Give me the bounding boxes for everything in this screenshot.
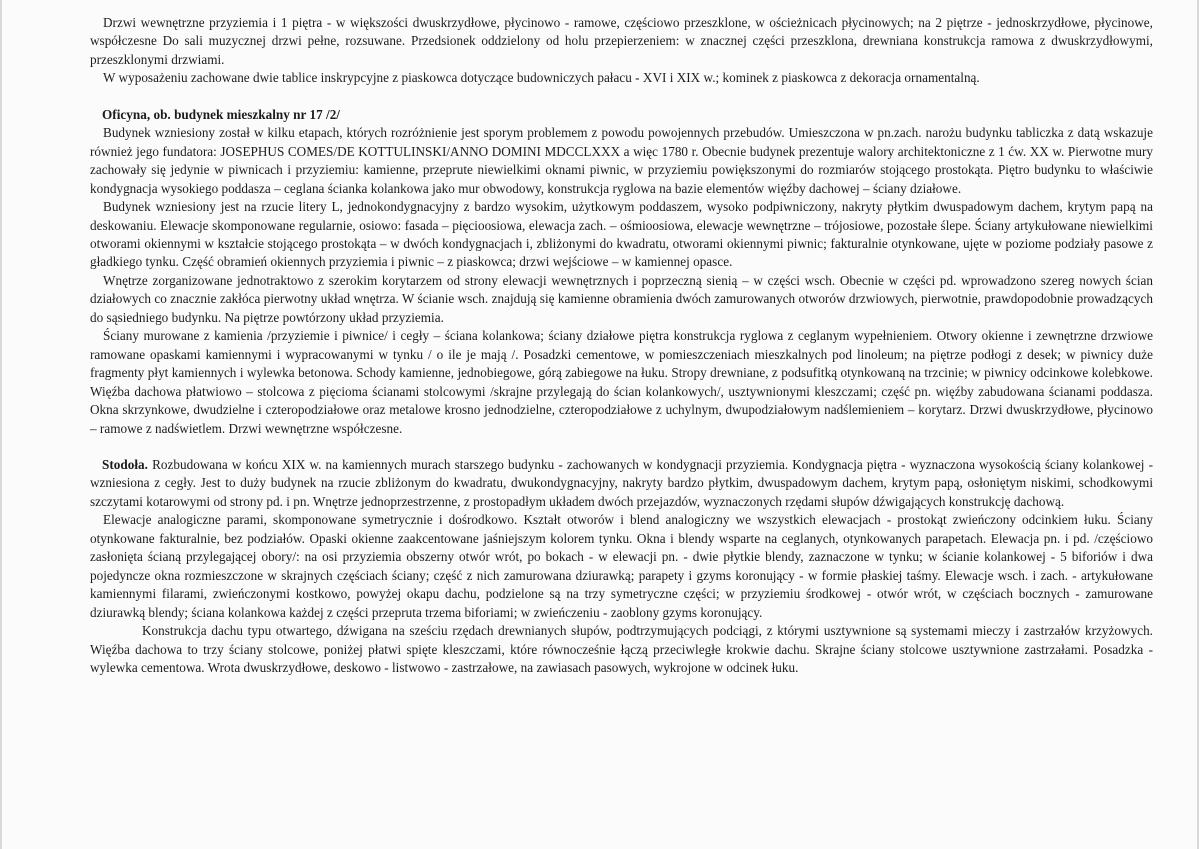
oficyna-paragraph-exterior: Budynek wzniesiony jest na rzucie litery L, jednokondygnacyjny z bardzo wysokim, użytkowym poddaszem, wysoko podpiwniczony, nakryty płytkim dwuspadowym dachem, krytym papą na deskowaniu. Elewacje skomponowane regularnie, osiowo: fasada – pięcioosiowa, elewacja zach. – ośmioosiowa, elewacje wewnętrzne – trójosiowe, pozostałe ślepe. Ściany artykułowane niewielkimi otworami okiennymi w kształcie stojącego prostokąta – w dwóch kondygnacjach i, zbliżonymi do kwadratu, otworami okiennymi piwnic; fakturalnie otynkowane, ujęte w poziome podziały pasowe z gładkiego tynku. Część obramień okiennych przyziemia i piwnic – z piaskowca; drzwi wejściowe – w kamiennej opasce. [90,199,1153,270]
intro-paragraph-equipment: W wyposażeniu zachowane dwie tablice inskrypcyjne z piaskowca dotyczące budowniczych pałacu - XVI i XIX w.; kominek z piaskowca z dekoracja ornamentalną. [103,70,980,86]
scan-edge-left [0,0,2,849]
section-spacer [90,438,1153,456]
section-heading-oficyna: Oficyna, ob. budynek mieszkalny nr 17 /2/ [102,106,340,122]
stodola-paragraph-intro [90,456,1153,511]
oficyna-paragraph-history: Budynek wzniesiony został w kilku etapach, których rozróżnienie jest sporym problemem z powodu powojennych przebudów. Umieszczona w pn.zach. narożu budynku tabliczka z datą wskazuje również jego fundatora: JOSEPHUS COMES/DE KOTTULINSKI/ANNO DOMINI MDCCLXXX a więc 1780 r. Obecnie budynek prezentuje walory architektoniczne z 1 ćw. XX w. Pierwotne mury zachowały się jedynie w piwnicach i przyziemiu: kamienne, przeprute niewielkimi oknami piwnic, w przyziemiu powiększonymi do rozmiarów stojącego prostokąta. Piętro budynku to właściwie kondygnacja wysokiego poddasza – ceglana ścianka kolankowa jako mur obwodowy, konstrukcja ryglowa na bazie elementów więźby dachowej – ściany działowe. [90,125,1153,196]
stodola-paragraph-elevations: Elewacje analogiczne parami, skomponowane symetrycznie i dośrodkowo. Kształt otworów i blend analogiczny we wszystkich elewacjach - prostokąt zwieńczony odcinkiem łuku. Ściany otynkowane fakturalnie, bez podziałów. Opaski okienne zaakcentowane jaśniejszym kolorem tynku. Okna i blendy wsparte na ceglanych, otynkowanych parapetach. Elewacja pn. i pd. /częściowo zasłonięta ścianą przylegającej obory/: na osi przyziemia obszerny otwór wrót, po bokach - w elewacji pn. - dwie płytkie blendy, zaznaczone w tynku; w ścianie kolankowej - 5 biforiów i dwa pojedyncze okna rozmieszczone w skrajnych częściach ściany; część z nich zamurowana dziurawką; parapety i gzyms koronujący - w formie płaskiej taśmy. Elewacje wsch. i zach. - artykułowane kamiennymi filarami, zwieńczonymi kostkowo, powyżej okapu dachu, podzielone są na trzy symetryczne części; w przyziemiu środkowej - otwór wrót, w częściach bocznych - zamurowane dziurawką blendy; ściana kolankowa każdej z części przeprutа trzema biforiami; w zwieńczeniu - zaoblony gzyms koronujący. [90,512,1153,620]
intro-paragraph-doors: Drzwi wewnętrzne przyziemia i 1 piętra - w większości dwuskrzydłowe, płycinowo - ramowe, częściowo przeszklone, w ościeżnicach płycinowych; na 2 piętrze - jednoskrzydłowe, płycinowe, współczesne Do sali muzycznej drzwi pełne, rozsuwane. Przedsionek oddzielony od holu przepierzeniem: w znacznej części przeszklona, drewniana konstrukcja ramowa z dwuskrzydłowymi, przeszklonymi drzwiami. [90,15,1153,67]
stodola-paragraph-roof: Konstrukcja dachu typu otwartego, dźwigana na sześciu rzędach drewnianych słupów, podtrzymujących podciągi, z którymi usztywnione są systemami mieczy i zastrzałów krzyżowych. Więźba dachowa to trzy ściany stolcowe, poniżej płatwi spięte kleszczami, które równocześnie łączą przeciwległe krokwie dachu. Skrajne ściany stolcowe usztywnione zastrzałami. Posadzka - wylewka cementowa. Wrota dwuskrzydłowe, deskowo - listwowo - zastrzałowe, na zawiasach pasowych, wykrojone w odcinek łuku. [90,623,1153,675]
section-spacer [90,88,1153,106]
oficyna-paragraph-construction: Ściany murowane z kamienia /przyziemie i piwnice/ i cegły – ściana kolankowa; ściany działowe piętra konstrukcja ryglowa z ceglanym wypełnieniem. Otwory okienne i zewnętrzne drzwiowe ramowane opaskami kamiennymi i wypracowanymi w tynku / o ile je mają /. Posadzki cementowe, w pomieszczeniach mieszkalnych pod linoleum; na piętrze podłogi z desek; w piwnicy duże fragmenty płyt kamiennych i wylewka betonowa. Schody kamienne, jednobiegowe, górą zabiegowe na łuku. Stropy drewniane, z podsufitką otynkowaną na trzcinie; w piwnicy odcinkowe kolebkowe. Więźba dachowa płatwiowo – stolcowa z pięcioma ścianami stolcowymi /skrajne przylegają do ścian kolankowych/, usztywnionymi kleszczami; część pn. więźby zabudowana ścianami poddasza. Okna skrzynkowe, dwudzielne i czteropodziałowe oraz metalowe krosno jednodzielne, czteropodziałowe z uchylnym, dwupodziałowym nadślemieniem – korytarz. Drzwi dwuskrzydłowe, płycinowo – ramowe z nadświetlem. Drzwi wewnętrzne współczesne. [90,328,1153,436]
stodola-intro-text: Rozbudowana w końcu XIX w. na kamiennych murach starszego budynku - zachowanych w kondygnacji przyziemia. Kondygnacja piętra - wyznaczona wysokością ściany kolankowej - wzniesiona z cegły. Jest to duży budynek na rzucie zbliżonym do kwadratu, dwukondygnacyjny, nakryty bardzo płytkim, dwuspadowym dachem, krytym papą, osłoniętym niskimi, schodkowymi szczytami kotarowymi od strony pd. i pn. Wnętrze jednoprzestrzenne, z prostopadłym układem dwóch przejazdów, wyznaczonych rzędami słupów dźwigających konstrukcję dachową. [90,456,1153,509]
section-heading-stodola: Stodoła. [102,456,148,472]
oficyna-paragraph-interior: Wnętrze zorganizowane jednotraktowo z szerokim korytarzem od strony elewacji wewnętrznych i poprzeczną sienią – w części wsch. Obecnie w części pd. wprowadzono szereg nowych ścian działowych co znacznie zakłóca pierwotny układ wnętrza. W ścianie wsch. znajdują się kamienne obramienia dwóch zamurowanych otworów drzwiowych, pierwotnie, prawdopodobnie prowadzących do sąsiedniego budynku. Na piętrze powtórzony układ przyziemia. [90,272,1153,325]
